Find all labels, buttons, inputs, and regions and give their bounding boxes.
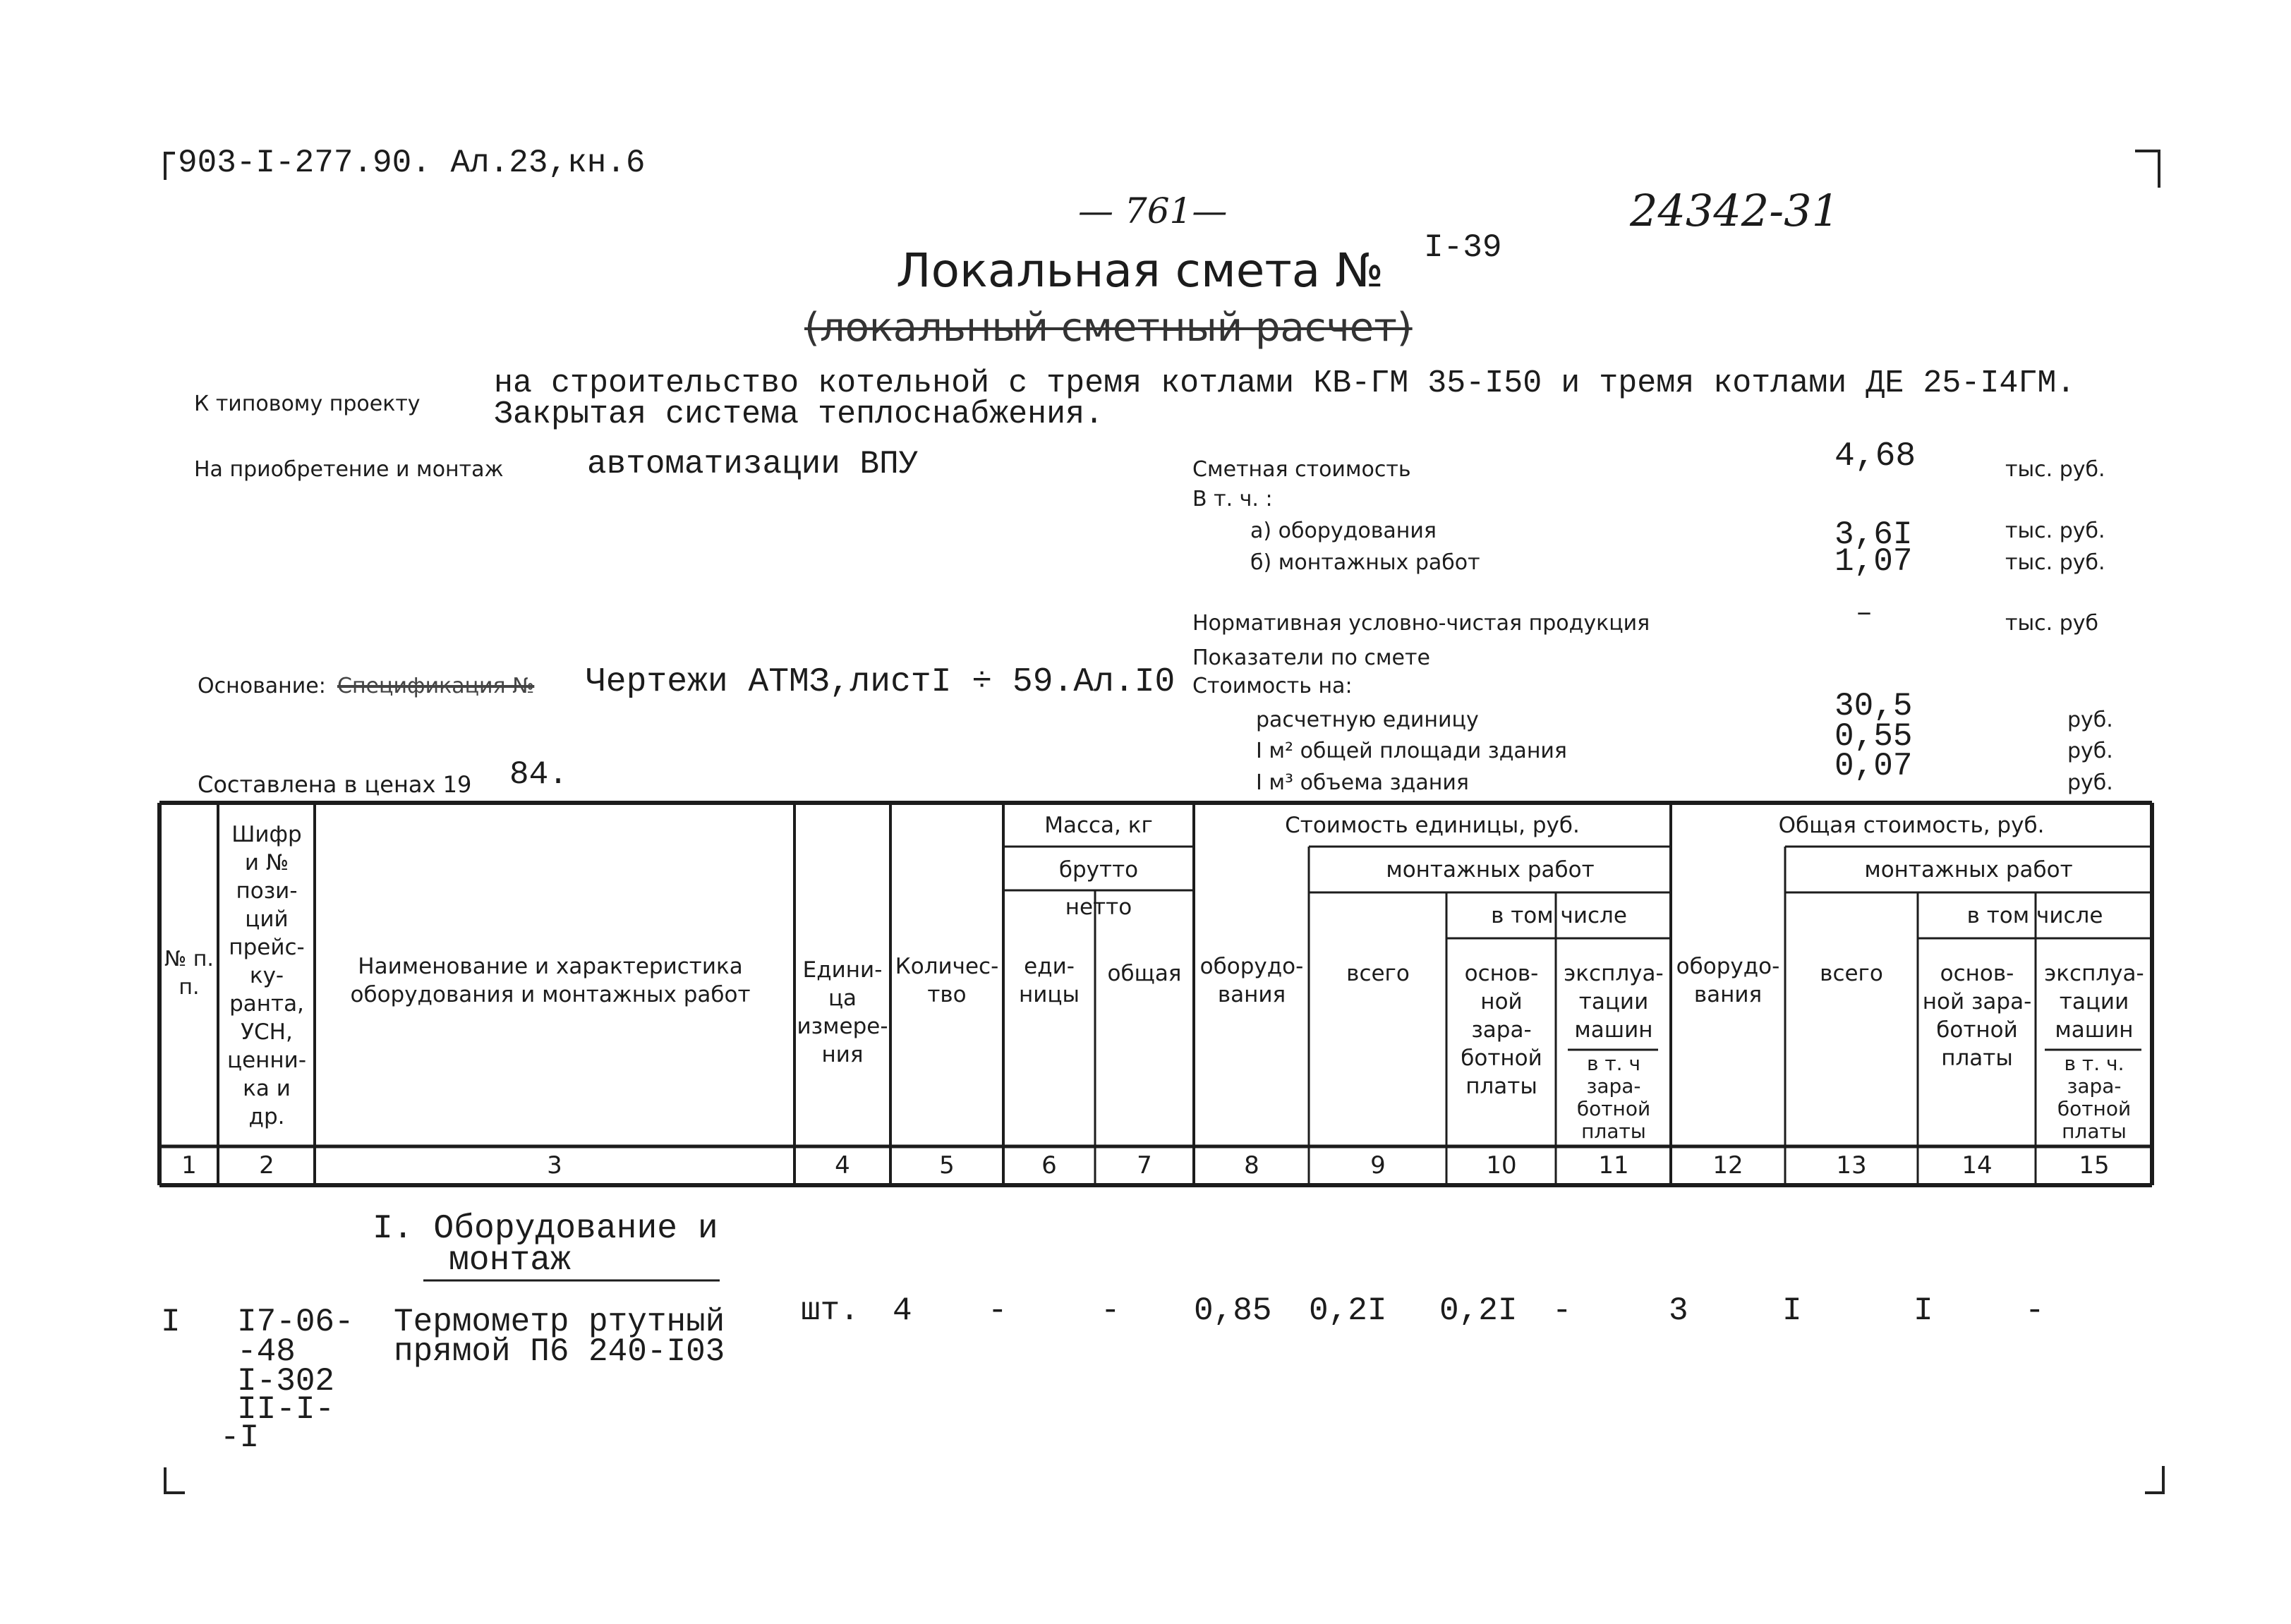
estimate-number: I-39 <box>1424 229 1502 266</box>
row-install-unit-machine: - <box>1552 1292 1572 1329</box>
per-unit-label: расчетную единицу <box>1256 708 1479 732</box>
col-header-total-machine-wage: в т. ч. зара- ботной платы <box>2057 1052 2132 1143</box>
col-header-unit-cost: Стоимость единицы, руб. <box>1285 813 1580 838</box>
per-volume-label: I м³ объема здания <box>1256 770 1469 795</box>
normative-unit: тыс. руб <box>2005 611 2099 636</box>
col-header-unit-install: монтажных работ <box>1386 857 1595 883</box>
column-number: 14 <box>1961 1151 1993 1180</box>
row-code-line: -48 <box>237 1333 296 1370</box>
normative-label: Нормативная условно-чистая продукция <box>1192 611 1650 636</box>
row-total-machine: - <box>2025 1292 2045 1329</box>
column-number: 9 <box>1370 1151 1386 1180</box>
estimated-cost-value: 4,68 <box>1834 437 1916 475</box>
row-code-line: I7-06- <box>237 1304 354 1340</box>
col-header-unit-equipment: оборудо- вания <box>1199 954 1304 1007</box>
archive-number: 24342-31 <box>1630 185 1840 236</box>
cost-on-label: Стоимость на: <box>1192 674 1353 698</box>
col-header-total-install: монтажных работ <box>1864 857 2073 883</box>
column-number: 2 <box>259 1151 274 1180</box>
basis-value: Чертежи АТМЗ,листI ÷ 59.Ал.I0 <box>586 663 1175 701</box>
row-name-line: прямой П6 240-I03 <box>394 1333 725 1370</box>
column-number: 3 <box>547 1151 562 1180</box>
indicators-label: Показатели по смете <box>1192 646 1430 670</box>
estimated-cost-unit: тыс. руб. <box>2005 457 2105 482</box>
col-header-total-wage: основ- ной зара- ботной платы <box>1922 961 2032 1071</box>
col-header-qty: Количес- тво <box>895 954 999 1007</box>
row-name-line: Термометр ртутный <box>394 1304 725 1340</box>
installation-value: 1,07 <box>1834 543 1913 580</box>
col-header-unit-machine-wage: в т. ч зара- ботной платы <box>1576 1052 1651 1143</box>
row-unit: шт. <box>801 1292 859 1329</box>
purchase-label: На приобретение и монтаж <box>194 457 504 482</box>
equipment-label: а) оборудования <box>1250 519 1437 543</box>
column-number: 12 <box>1712 1151 1743 1180</box>
col-header-unit-incl: в том числе <box>1491 903 1627 928</box>
col-header-total-cost: Общая стоимость, руб. <box>1778 813 2045 838</box>
col-header-total-equipment: оборудо- вания <box>1676 954 1780 1007</box>
col-header-unit-wage: основ- ной зара- ботной платы <box>1461 961 1542 1099</box>
col-header-unit-machine: эксплуа- тации машин <box>1564 961 1664 1043</box>
column-number: 7 <box>1137 1151 1152 1180</box>
column-number: 13 <box>1836 1151 1867 1180</box>
per-area-label: I м² общей площади здания <box>1256 739 1567 763</box>
row-mass-unit: - <box>988 1292 1008 1329</box>
row-equipment-unit-cost: 0,85 <box>1194 1292 1272 1329</box>
section-title-line-1: I. Оборудование и <box>373 1210 718 1248</box>
subtitle-struck: (локальный сметный расчет) <box>804 305 1413 351</box>
col-header-netto: нетто <box>1065 895 1132 920</box>
row-mass-total: - <box>1101 1292 1120 1329</box>
per-unit-unit: руб. <box>2067 708 2113 732</box>
per-volume-unit: руб. <box>2067 770 2113 795</box>
project-label: К типовому проекту <box>194 392 421 416</box>
compiled-label: Составлена в ценах 19 <box>198 771 472 798</box>
column-number: 4 <box>835 1151 850 1180</box>
column-number: 6 <box>1041 1151 1057 1180</box>
column-number: 5 <box>939 1151 955 1180</box>
per-area-unit: руб. <box>2067 739 2113 763</box>
per-unit-value: 30,5 <box>1834 688 1913 725</box>
section-title-line-2: монтаж <box>449 1242 571 1280</box>
equipment-value: 3,6I <box>1834 516 1913 553</box>
installation-label: б) монтажных работ <box>1250 550 1480 575</box>
column-number: 1 <box>181 1151 197 1180</box>
compiled-year: 84. <box>509 756 568 793</box>
col-header-total-machine: эксплуа- тации машин <box>2044 961 2144 1043</box>
col-header-mass: Масса, кг <box>1044 813 1153 838</box>
col-header-unit-install-total: всего <box>1346 961 1410 986</box>
including-label: В т. ч. : <box>1192 487 1273 511</box>
project-line-1: на строительство котельной с тремя котлами КВ-ГМ 35-I50 и тремя котлами ДЕ 25-I4ГМ. <box>494 365 2076 401</box>
column-number: 10 <box>1486 1151 1517 1180</box>
page-title: Локальная смета № <box>896 243 1384 298</box>
row-total-equipment: 3 <box>1669 1292 1688 1329</box>
per-volume-value: 0,07 <box>1834 748 1913 784</box>
estimated-cost-label: Сметная стоимость <box>1192 457 1411 482</box>
column-number: 15 <box>2079 1151 2110 1180</box>
normative-value: – <box>1856 598 1873 630</box>
col-header-name: Наименование и характеристика оборудования и монтажных работ <box>350 954 751 1007</box>
per-area-value: 0,55 <box>1834 718 1913 755</box>
document-code: 903-I-277.90. Ал.23,кн.6 <box>178 145 646 181</box>
equipment-unit: тыс. руб. <box>2005 519 2105 543</box>
col-header-unit: Едини- ца измере- ния <box>797 957 888 1067</box>
row-quantity: 4 <box>893 1292 912 1329</box>
basis-label: Основание: <box>198 674 326 698</box>
col-header-code: Шифр и № пози- ций прейс- ку- ранта, УСН, ценни- ка и др. <box>226 821 307 1129</box>
col-header-num: № п. п. <box>164 947 214 1000</box>
col-header-total-incl: в том числе <box>1966 903 2103 928</box>
purchase-value: автоматизации ВПУ <box>587 446 919 483</box>
column-number: 11 <box>1598 1151 1629 1180</box>
page-number: — 761— <box>1078 190 1228 231</box>
basis-struck: Спецификация № <box>337 674 535 698</box>
row-code-line: I-302 <box>237 1363 335 1400</box>
row-number: I <box>161 1304 181 1340</box>
project-line-2: Закрытая система теплоснабжения. <box>494 396 1104 432</box>
col-header-mass-unit: еди- ницы <box>1019 954 1080 1007</box>
col-header-mass-total: общая <box>1107 961 1182 986</box>
row-install-unit-wage: 0,2I <box>1439 1292 1518 1329</box>
row-code-line: II-I- <box>237 1391 335 1428</box>
col-header-total-install-total: всего <box>1820 961 1883 986</box>
installation-unit: тыс. руб. <box>2005 550 2105 575</box>
row-total-install: I <box>1782 1292 1802 1329</box>
row-code-line: -I <box>220 1419 260 1456</box>
col-header-brutto: брутто <box>1058 856 1139 883</box>
column-number: 8 <box>1244 1151 1259 1180</box>
row-total-wage: I <box>1914 1292 1933 1329</box>
row-install-unit-total: 0,2I <box>1309 1292 1387 1329</box>
